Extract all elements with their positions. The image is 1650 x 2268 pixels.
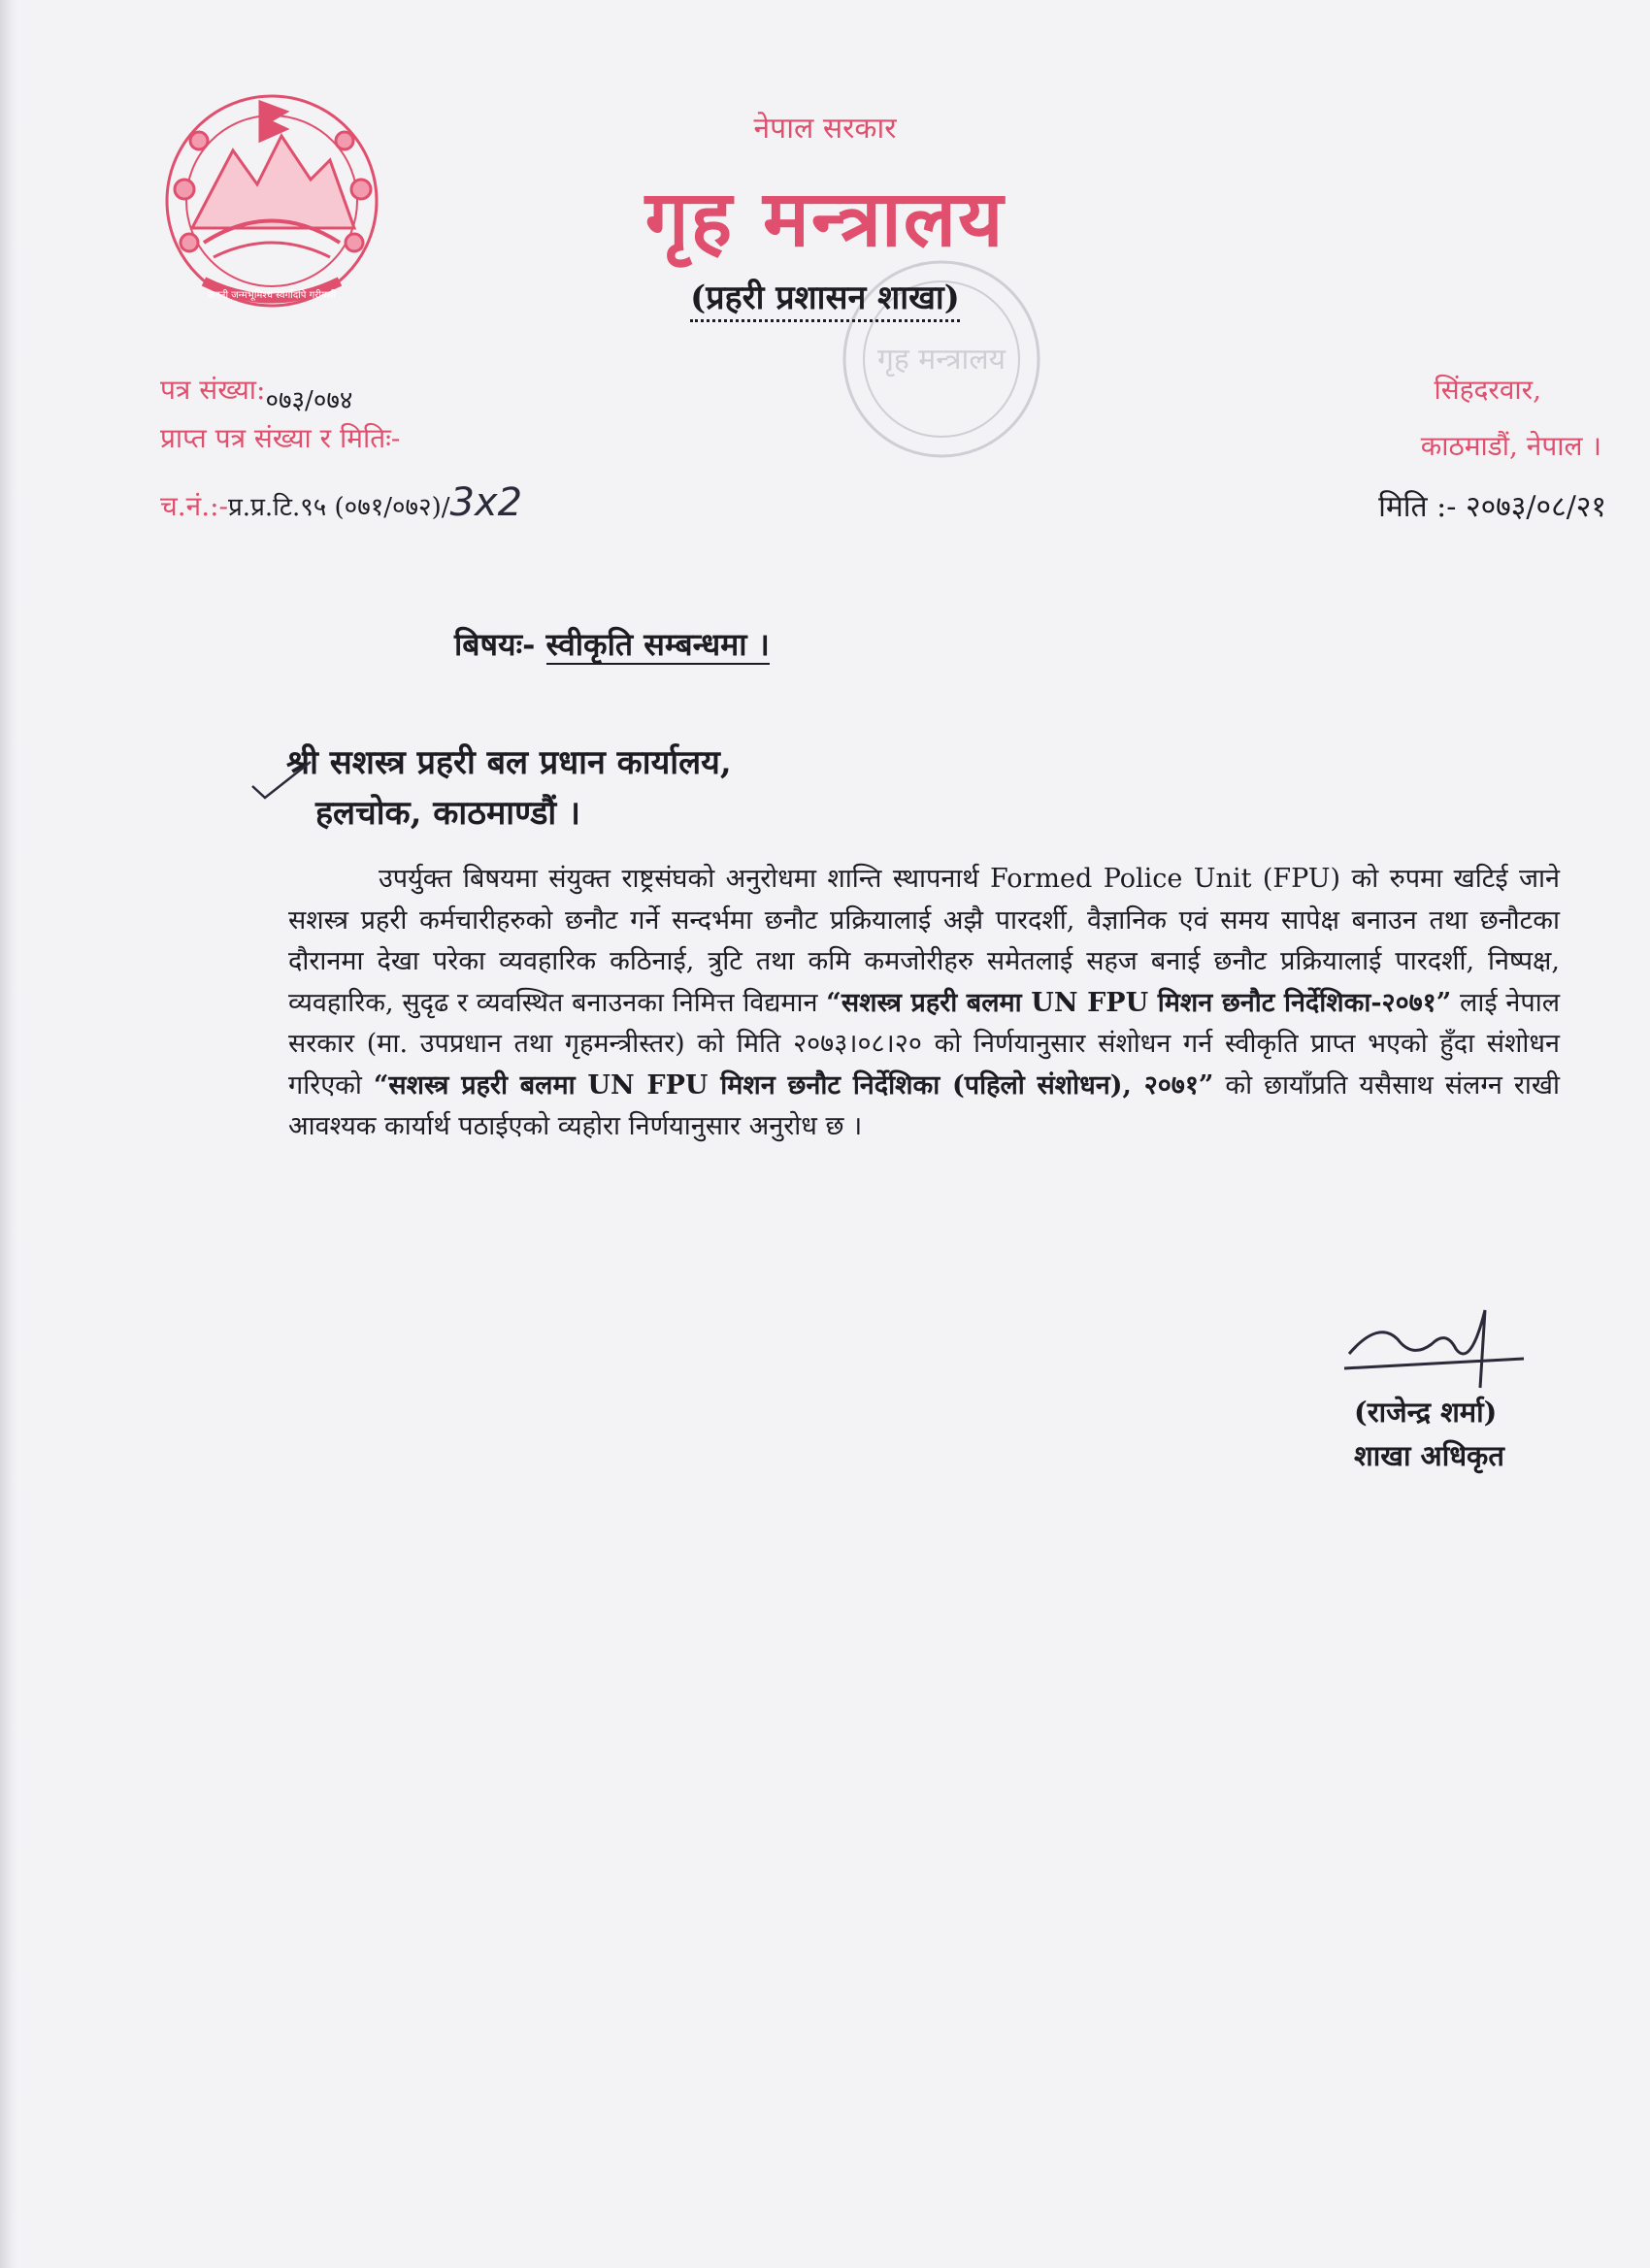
reference-number [160, 371, 353, 415]
location-line2: काठमाडौं, नेपाल । [1420, 430, 1601, 462]
dispatch-number [160, 480, 522, 525]
letter-date [1378, 485, 1606, 525]
scan-edge-shadow [0, 0, 17, 2268]
body-part1: उपर्युक्त बिषयमा संयुक्त राष्ट्रसंघको अनुरोधमा शान्ति स्थापनार्थ Formed Police Unit (FPU) को रुपमा खटिई जाने सशस्त्र प्रहरी कर्मचारीहरुको छनौट गर्ने सन्दर्भमा छनौट प्रक्रियालाई अझै पारदर्शी, वैज्ञानिक एवं समय सापेक्ष बनाउन तथा छनौटका दौरानमा देखा परेका व्यवहारिक कठिनाई, त्रुटि तथा कमि कमजोरीहरु समेतलाई सहज बनाई छनौट प्रक्रियालाई पारदर्शी, निष्पक्ष, व्यवहारिक, सुदृढ र व्यवस्थित बनाउनका निमित्त विद्यमान [288, 864, 1560, 1018]
signatory-title: शाखा अधिकृत [1354, 1439, 1504, 1472]
body-bold2: “सशस्त्र प्रहरी बलमा UN FPU मिशन छनौट निर्देशिका (पहिलो संशोधन), २०७१” [373, 1069, 1214, 1101]
location-line1: सिंहदरवार, [1434, 374, 1541, 406]
subject-text: स्वीकृति सम्बन्धमा । [545, 626, 770, 663]
branch-label: (प्रहरी प्रशासन शाखा) [690, 279, 960, 322]
received-reference: प्राप्त पत्र संख्या र मितिः- [160, 422, 401, 454]
subject-line [454, 623, 770, 665]
ref-value: ०७३/०७४ [265, 386, 353, 415]
date-label: मिति :- [1378, 490, 1457, 524]
body-part2: लाई नेपाल सरकार (मा. उपप्रधान तथा गृहमन्त्रीस्तर) को मिति २०७३।०८।२० को निर्णयानुसार संशोधन गर्न स्वीकृति प्राप्त भएको हुँदा संशोधन गरिएको [288, 987, 1561, 1101]
body-paragraph [288, 859, 1560, 1148]
signature-icon [1339, 1300, 1534, 1397]
government-name: नेपाल सरकार [753, 112, 897, 146]
body-part3: को छायाँप्रति यसैसाथ संलग्न राखी आवश्यक कार्यार्थ पठाईएको व्यहोरा निर्णयानुसार अनुरोध छ । [288, 1069, 1560, 1141]
recipient-line2: हलचोक, काठमाण्डौं । [315, 794, 580, 833]
stamp-text: गृह मन्त्रालय [876, 343, 1006, 377]
date-value: २०७३/०८/२१ [1465, 490, 1606, 524]
branch-name [0, 274, 1650, 318]
dispatch-handwritten: 3x2 [449, 480, 523, 525]
ref-label: पत्र संख्या: [160, 374, 266, 406]
checkmark-icon [248, 757, 315, 805]
emblem-motto: जननी जन्मभूमिश्च स्वर्गादपि गरीयसी [207, 290, 337, 301]
signatory-name: (राजेन्द्र शर्मा) [1354, 1396, 1498, 1429]
ministry-name: गृह मन्त्रालय [644, 173, 1006, 264]
recipient-line1: श्री सशस्त्र प्रहरी बल प्रधान कार्यालय, [286, 743, 732, 782]
recipient-address [286, 738, 732, 838]
dispatch-value: प्र.प्र.टि.९५ (०७१/०७२)/ [228, 493, 450, 522]
subject-label: बिषयः- [454, 626, 536, 663]
dispatch-label: च.नं.:- [160, 490, 229, 522]
body-bold1: “सशस्त्र प्रहरी बलमा UN FPU मिशन छनौट निर्देशिका-२०७१” [826, 987, 1452, 1018]
